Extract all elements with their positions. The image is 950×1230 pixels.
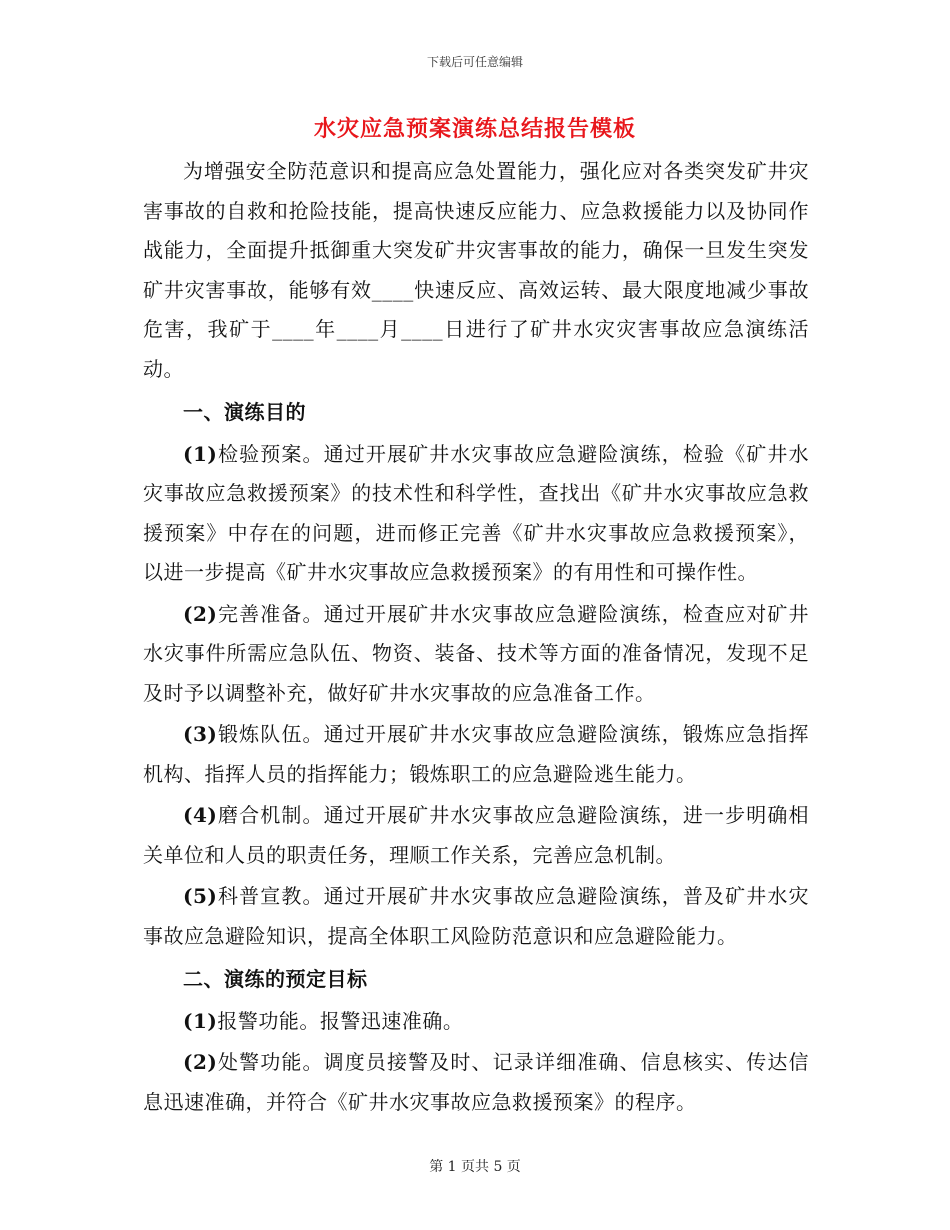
list-item — [143, 435, 809, 593]
document-body — [143, 152, 809, 1122]
item-number: (1) — [183, 1008, 218, 1033]
item-text: 处警功能。调度员接警及时、记录详细准确、信息核实、传达信息迅速准确，并符合《矿井水灾事故应急救援预案》的程序。 — [143, 1050, 809, 1114]
list-item — [143, 1043, 809, 1122]
list-item — [143, 715, 809, 794]
list-item — [143, 796, 809, 875]
item-text: 磨合机制。通过开展矿井水灾事故应急避险演练，进一步明确相关单位和人员的职责任务，理顺工作关系，完善应急机制。 — [143, 803, 809, 867]
page-footer: 第 1 页共 5 页 — [429, 1159, 521, 1175]
page-header-note: 下载后可任意编辑 — [426, 55, 523, 69]
item-text: 报警功能。报警迅速准确。 — [217, 1008, 464, 1033]
item-text: 检验预案。通过开展矿井水灾事故应急避险演练，检验《矿井水灾事故应急救援预案》的技术性和科学性，查找出《矿井水灾事故应急救援预案》中存在的问题，进而修正完善《矿井水灾事故应急救援预案》，以进一步提高《矿井水灾事故应急救援预案》的有用性和可操作性。 — [143, 441, 809, 584]
item-number: (5) — [183, 884, 218, 908]
item-text: 完善准备。通过开展矿井水灾事故应急避险演练，检查应对矿井水灾事件所需应急队伍、物资、装备、技术等方面的准备情况，发现不足及时予以调整补充，做好矿井水灾事故的应急准备工作。 — [143, 601, 809, 705]
item-text: 锻炼队伍。通过开展矿井水灾事故应急避险演练，锻炼应急指挥机构、指挥人员的指挥能力；锻炼职工的应急避险逃生能力。 — [143, 722, 809, 786]
list-item — [143, 595, 809, 714]
item-number: (1) — [183, 441, 218, 466]
item-text: 科普宣教。通过开展矿井水灾事故应急避险演练，普及矿井水灾事故应急避险知识，提高全体职工风险防范意识和应急避险能力。 — [143, 884, 809, 948]
intro-paragraph: 为增强安全防范意识和提高应急处置能力，强化应对各类突发矿井灾害事故的自救和抢险技能，提高快速反应能力、应急救援能力以及协同作战能力，全面提升抵御重大突发矿井灾害事故的能力，确保一旦发生突发矿井灾害事故，能够有效____快速反应、高效运转、最大限度地减少事故危害，我矿于____年____月____日进行了矿井水灾灾害事故应急演练活动。 — [143, 159, 809, 381]
section-heading-purpose: 一、演练目的 — [183, 400, 306, 424]
item-number: (4) — [183, 803, 218, 827]
list-item — [143, 1002, 809, 1042]
list-item — [143, 877, 809, 956]
item-number: (2) — [183, 601, 218, 626]
item-number: (3) — [183, 722, 218, 746]
section-heading-goals: 二、演练的预定目标 — [183, 967, 368, 991]
item-number: (2) — [183, 1050, 218, 1074]
document-title: 水灾应急预案演练总结报告模板 — [313, 116, 636, 142]
